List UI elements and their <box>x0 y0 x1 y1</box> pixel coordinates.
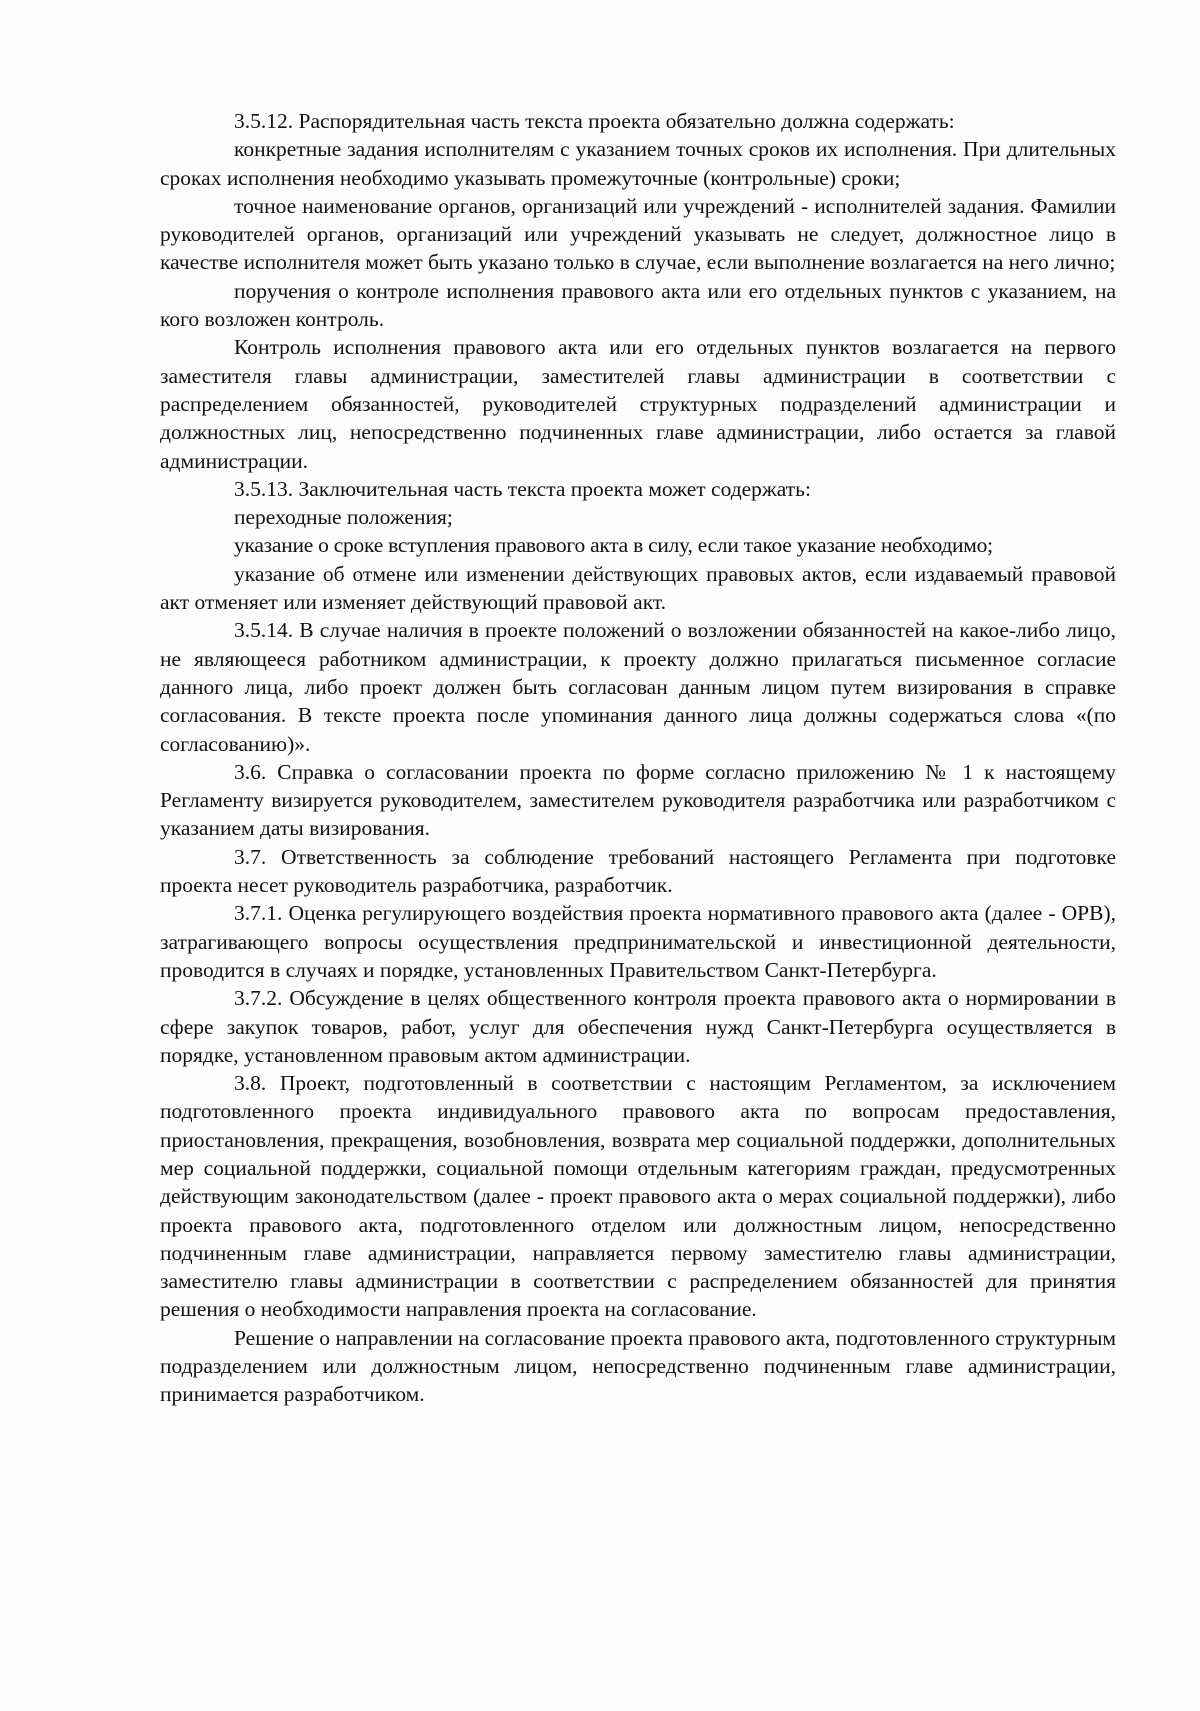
paragraph-3-7-2: 3.7.2. Обсуждение в целях общественного контроля проекта правового акта о нормировании в сфере закупок товаров, работ, услуг для обеспечения нужд Санкт-Петербурга осуществляется в порядке, установленном правовым актом администрации. <box>160 986 1116 1067</box>
paragraph-3-8: 3.8. Проект, подготовленный в соответствии с настоящим Регламентом, за исключением подготовленного проекта индивидуального правового акта по вопросам предоставления, приостановления, прекращения, возобновления, возврата мер социальной поддержки, дополнительных мер социальной поддержки, социальной помощи отдельным категориям граждан, предусмотренных действующим законодательством (далее - проект правового акта о мерах социальной поддержки), либо проекта правового акта, подготовленного отделом или должностным лицом, непосредственно подчиненным главе администрации, направляется первому заместителю главы администрации, заместителю главы администрации в соответствии с распределением обязанностей для принятия решения о необходимости направления проекта на согласование. <box>160 1071 1116 1322</box>
paragraph-3-7-1: 3.7.1. Оценка регулирующего воздействия проекта нормативного правового акта (далее - ОРВ), затрагивающего вопросы осуществления предпринимательской и инвестиционной деятельности, проводится в случаях и порядке, установленных Правительством Санкт-Петербурга. <box>160 901 1116 982</box>
paragraph-control-orders: поручения о контроле исполнения правового акта или его отдельных пунктов с указанием, на кого возложен контроль. <box>160 278 1116 332</box>
paragraph-transitional: переходные положения; <box>234 505 453 530</box>
paragraph-3-5-12: 3.5.12. Распорядительная часть текста проекта обязательно должна содержать: <box>234 109 955 133</box>
paragraph-specific-tasks: конкретные задания исполнителям с указанием точных сроков их исполнения. При длительных сроках исполнения необходимо указывать промежуточные (контрольные) сроки; <box>160 137 1116 190</box>
document-body <box>160 107 1116 1409</box>
paragraph-3-5-14: 3.5.14. В случае наличия в проекте положений о возложении обязанностей на какое-либо лицо, не являющееся работником администрации, к проекту должно прилагаться письменное согласие данного лица, либо проект должен быть согласован данным лицом путем визирования в справке согласования. В тексте проекта после упоминания данного лица должны содержаться слова «(по согласованию)». <box>160 618 1116 756</box>
paragraph-control-assignment: Контроль исполнения правового акта или его отдельных пунктов возлагается на первого заместителя главы администрации, заместителей главы администрации в соответствии с распределением обязанностей, руководителей структурных подразделений администрации и должностных лиц, непосредственно подчиненных главе администрации, либо остается за главой администрации. <box>160 335 1116 473</box>
paragraph-executor-names: точное наименование органов, организаций или учреждений - исполнителей задания. Фамилии руководителей органов, организаций или учреждений указывать не следует, должностное лицо в качестве исполнителя может быть указано только в случае, если выполнение возлагается на него лично; <box>160 193 1116 275</box>
paragraph-decision: Решение о направлении на согласование проекта правового акта, подготовленного структурным подразделением или должностным лицом, непосредственно подчиненным главе администрации, принимается разработчиком. <box>160 1325 1116 1407</box>
paragraph-3-6: 3.6. Справка о согласовании проекта по форме согласно приложению № 1 к настоящему Регламенту визируется руководителем, заместителем руководителя разработчика или разработчиком с указанием даты визирования. <box>160 759 1116 841</box>
paragraph-repeal: указание об отмене или изменении действующих правовых актов, если издаваемый правовой акт отменяет или изменяет действующий правовой акт. <box>160 561 1116 615</box>
paragraph-3-7: 3.7. Ответственность за соблюдение требований настоящего Регламента при подготовке проекта несет руководитель разработчика, разработчик. <box>160 844 1116 898</box>
paragraph-3-5-13: 3.5.13. Заключительная часть текста проекта может содержать: <box>234 476 811 501</box>
paragraph-entry-into-force: указание о сроке вступления правового акта в силу, если такое указание необходимо; <box>234 533 993 558</box>
